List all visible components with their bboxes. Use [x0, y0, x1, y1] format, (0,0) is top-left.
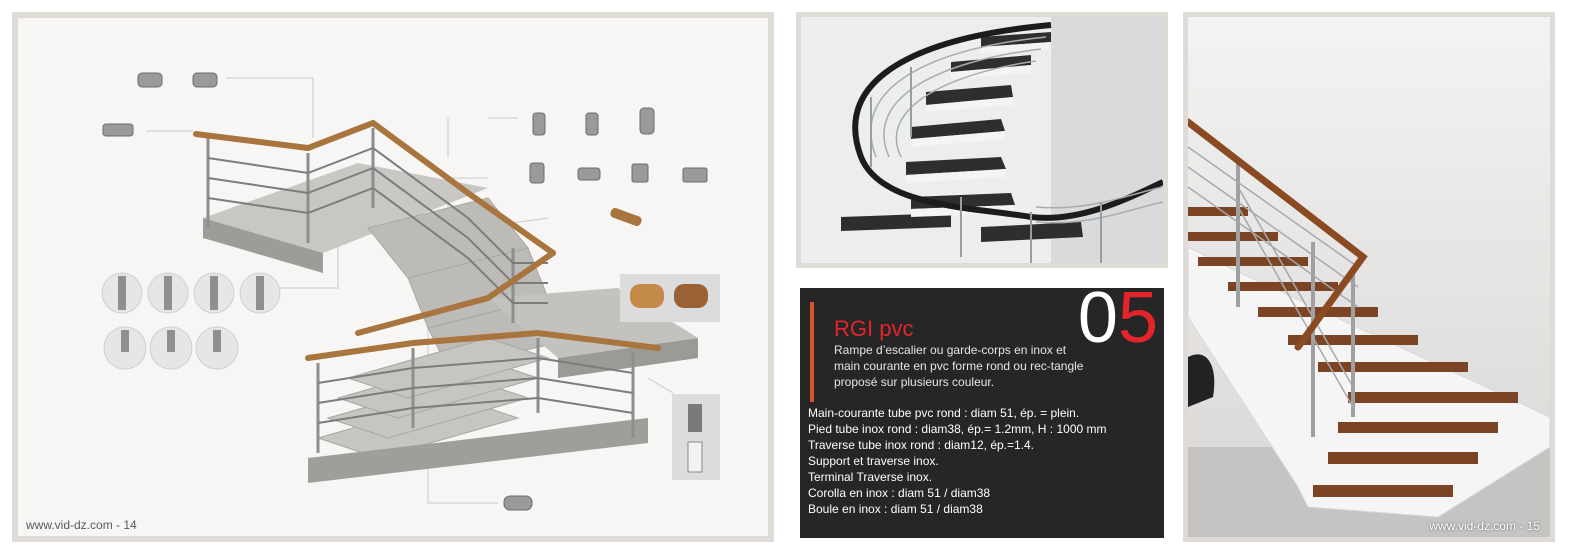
product-specs [808, 405, 1158, 517]
open-stair-photo [1183, 12, 1555, 542]
accent-bar [810, 302, 814, 402]
spec-line: Main-courante tube pvc rond : diam 51, ép. = plein. [808, 406, 1080, 420]
spec-line: Boule en inox : diam 51 / diam38 [808, 502, 983, 516]
spec-line: Pied tube inox rond : diam38, ép.= 1.2mm, H : 1000 mm [808, 422, 1107, 436]
product-info-card [800, 278, 1164, 538]
spec-line: Traverse tube inox rond : diam12, ép.=1.4. [808, 438, 1035, 452]
product-number-first-digit: 0 [1077, 278, 1118, 358]
product-number [1077, 278, 1158, 358]
page-footer-left: www.vid-dz.com - 14 [26, 518, 137, 532]
product-number-second-digit: 5 [1117, 278, 1158, 358]
spiral-stair-illustration [801, 17, 1163, 263]
open-stair-illustration [1188, 17, 1550, 537]
product-title: RGI pvc [834, 316, 914, 341]
stair-diagram [18, 18, 768, 536]
spiral-stair-photo [796, 12, 1168, 268]
spec-line: Terminal Traverse inox. [808, 470, 933, 484]
spec-line: Corolla en inox : diam 51 / diam38 [808, 486, 991, 500]
stair-diagram-panel [12, 12, 774, 542]
spec-line: Support et traverse inox. [808, 454, 939, 468]
product-description: Rampe d’escalier ou garde-corps en inox et main courante en pvc forme rond ou rec-tangle proposé sur plusieurs couleur. [834, 343, 1084, 389]
page-footer-right: www.vid-dz.com - 15 [1429, 519, 1540, 533]
